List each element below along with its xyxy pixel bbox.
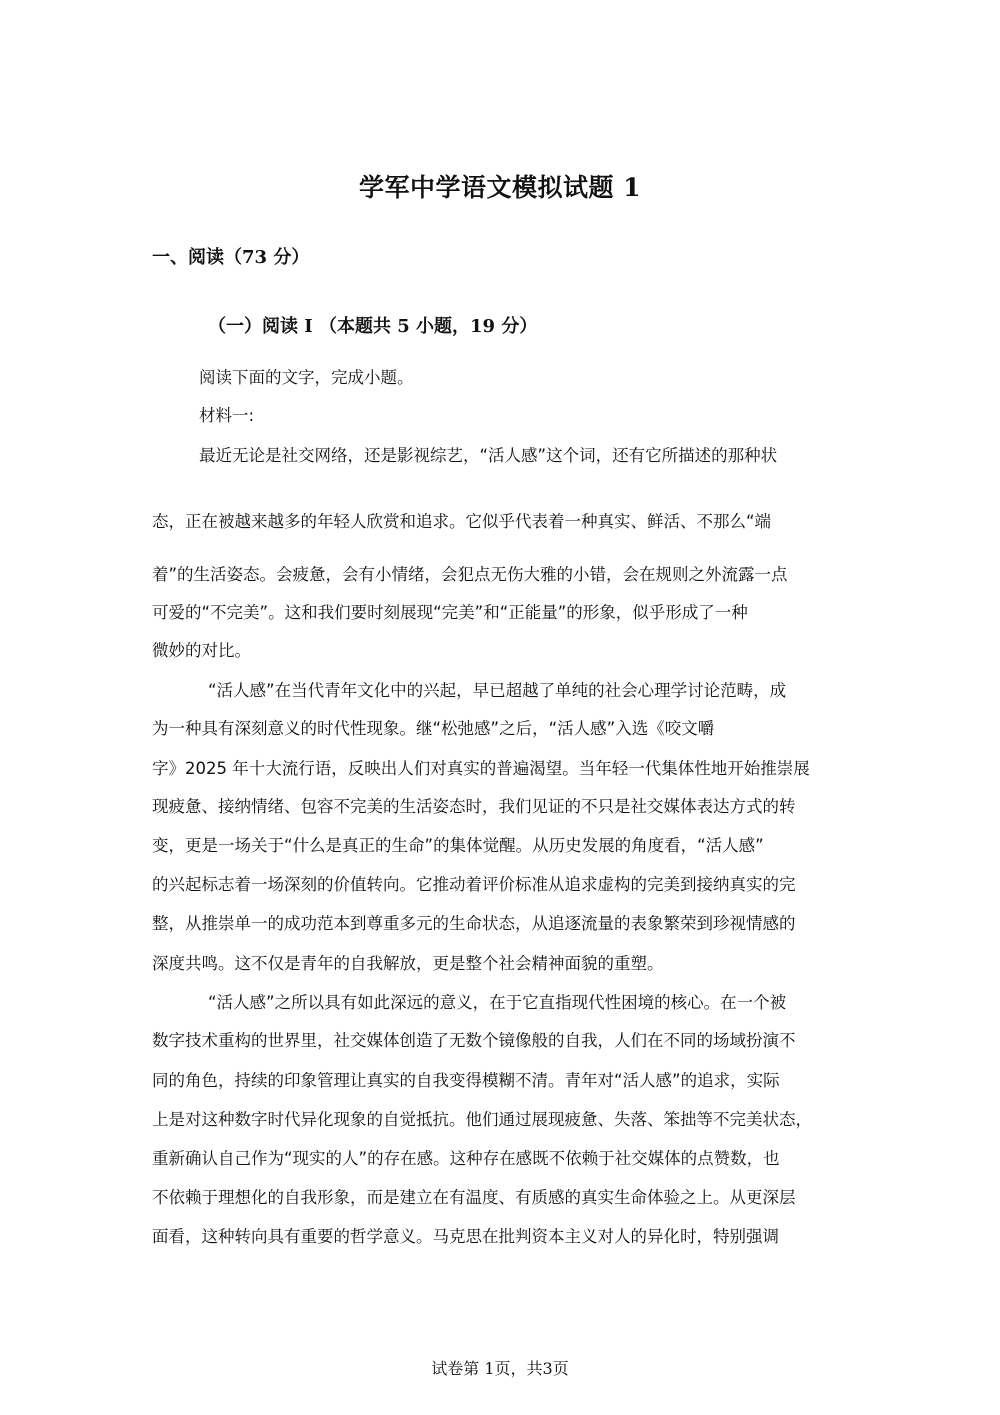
paragraph-line: 上是对这种数字时代异化现象的自觉抵抗。他们通过展现疲惫、失落、笨拙等不完美状态， xyxy=(152,1110,812,1129)
instruction-text: 阅读下面的文字，完成小题。 xyxy=(199,368,414,387)
paragraph-line: 重新确认自己作为“现实的人”的存在感。这种存在感既不依赖于社交媒体的点赞数，也 xyxy=(152,1149,780,1168)
subsection-heading: （一）阅读 I （本题共 5 小题，19 分） xyxy=(208,316,538,337)
material-label: 材料一: xyxy=(199,406,255,425)
paragraph-line: “活人感”在当代青年文化中的兴起，早已超越了单纯的社会心理学讨论范畴，成 xyxy=(208,681,787,700)
paragraph-line: 着”的生活姿态。会疲惫，会有小情绪，会犯点无伤大雅的小错，会在规则之外流露一点 xyxy=(152,565,788,584)
paragraph-line: 变，更是一场关于“什么是真正的生命”的集体觉醒。从历史发展的角度看，“活人感” xyxy=(152,836,764,855)
exam-title: 学军中学语文模拟试题 1 xyxy=(358,173,642,202)
paragraph-line: 可爱的“不完美”。这和我们要时刻展现“完美”和“正能量”的形象，似乎形成了一种 xyxy=(152,603,748,622)
paragraph-line: 最近无论是社交网络，还是影视综艺，“活人感”这个词，还有它所描述的那种状 xyxy=(199,446,778,465)
paragraph-line: 不依赖于理想化的自我形象，而是建立在有温度、有质感的真实生命体验之上。从更深层 xyxy=(152,1188,796,1207)
paragraph-line: 字》2025 年十大流行语，反映出人们对真实的普遍渴望。当年轻一代集体性地开始推崇展 xyxy=(152,759,810,778)
paragraph-line: “活人感”之所以具有如此深远的意义，在于它直指现代性困境的核心。在一个被 xyxy=(208,993,787,1012)
paragraph-line: 现疲惫、接纳情绪、包容不完美的生活姿态时，我们见证的不只是社交媒体表达方式的转 xyxy=(152,797,796,816)
paragraph-line: 整，从推崇单一的成功范本到尊重多元的生命状态，从追逐流量的表象繁荣到珍视情感的 xyxy=(152,914,796,933)
paragraph-line: 微妙的对比。 xyxy=(152,641,251,660)
section-heading: 一、阅读（73 分） xyxy=(152,247,310,268)
page-footer: 试卷第 1页，共3页 xyxy=(431,1359,569,1378)
paragraph-line: 同的角色，持续的印象管理让真实的自我变得模糊不清。青年对“活人感”的追求，实际 xyxy=(152,1071,780,1090)
paragraph-line: 态，正在被越来越多的年轻人欣赏和追求。它似乎代表着一种真实、鲜活、不那么“端 xyxy=(152,512,772,531)
paragraph-line: 数字技术重构的世界里，社交媒体创造了无数个镜像般的自我，人们在不同的场域扮演不 xyxy=(152,1031,796,1050)
paragraph-line: 面看，这种转向具有重要的哲学意义。马克思在批判资本主义对人的异化时，特别强调 xyxy=(152,1227,779,1246)
paragraph-line: 深度共鸣。这不仅是青年的自我解放，更是整个社会精神面貌的重塑。 xyxy=(152,954,664,973)
paragraph-line: 的兴起标志着一场深刻的价值转向。它推动着评价标准从追求虚构的完美到接纳真实的完 xyxy=(152,875,796,894)
paragraph-line: 为一种具有深刻意义的时代性现象。继“松弛感”之后，“活人感”入选《咬文嚼 xyxy=(152,719,715,738)
